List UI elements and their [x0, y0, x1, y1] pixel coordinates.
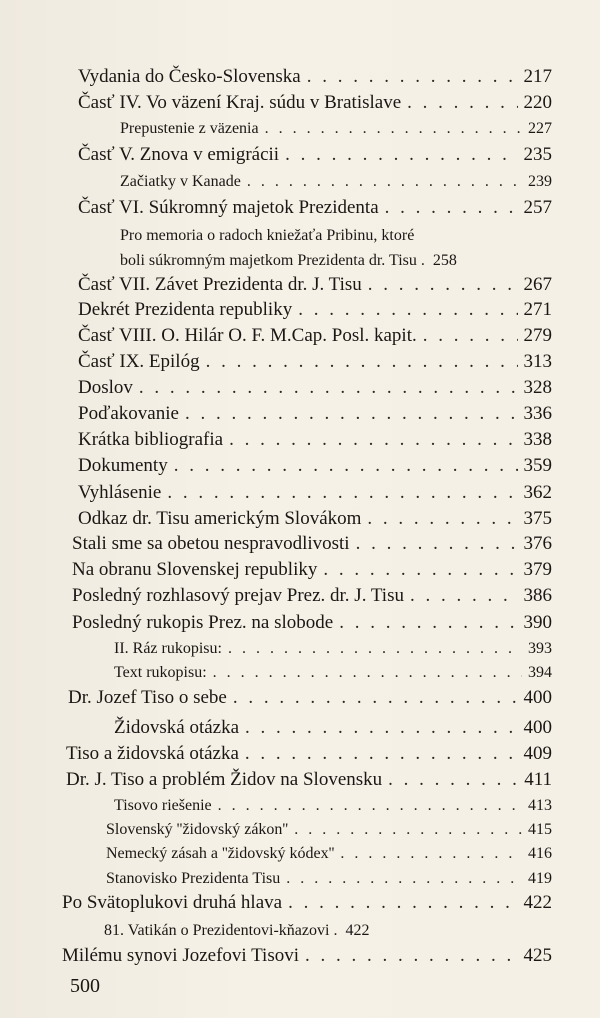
- leader-dots: [286, 870, 522, 888]
- leader-dots: [288, 892, 517, 914]
- toc-entry-page: 239: [528, 173, 552, 190]
- toc-entry-title: Poďakovanie: [78, 403, 179, 424]
- toc-entry: [78, 66, 552, 88]
- leader-dots: [367, 508, 517, 530]
- toc-entry-title: Časť IV. Vo väzení Kraj. súdu v Bratislave: [78, 92, 402, 113]
- toc-entry-page: 413: [528, 797, 552, 814]
- toc-entry-title: Odkaz dr. Tisu americkým Slovákom: [78, 508, 362, 529]
- leader-dots: [388, 769, 518, 791]
- toc-entry-page: 279: [523, 325, 552, 346]
- toc-entry: [106, 870, 552, 888]
- page-number: 500: [70, 975, 100, 997]
- toc-entry-page: 338: [523, 429, 552, 450]
- toc-entry: [114, 640, 552, 658]
- toc-entry-page: 416: [528, 845, 552, 862]
- leader-dots: [174, 455, 518, 477]
- toc-entry: [72, 612, 552, 634]
- toc-entry: [114, 664, 552, 682]
- toc-entry-title: Krátka bibliografia: [78, 429, 224, 450]
- toc-entry-page: 336: [523, 403, 552, 424]
- toc-entry-title: Časť VI. Súkromný majetok Prezidenta: [78, 197, 379, 218]
- leader-dots: [245, 743, 518, 765]
- toc-entry-page: 267: [523, 274, 552, 295]
- toc-entry-page: 227: [528, 120, 552, 137]
- toc-entry: [62, 945, 552, 967]
- leader-dots: [410, 585, 518, 607]
- toc-entry: [114, 717, 552, 739]
- leader-dots: [285, 144, 517, 166]
- leader-dots: [245, 717, 517, 739]
- toc-entry-page: 258: [432, 252, 457, 269]
- toc-entry-title: Nemecký zásah a ''židovský kódex'': [106, 845, 335, 862]
- toc-entry-page: 419: [528, 870, 552, 887]
- toc-entry: [114, 797, 552, 815]
- toc-entry: [120, 120, 552, 138]
- toc-entry-title: Na obranu Slovenskej republiky: [72, 559, 318, 580]
- leader-dots: [139, 377, 518, 399]
- leader-dots: [421, 252, 429, 270]
- toc-entry: [62, 892, 552, 914]
- toc-entry-title: Židovská otázka: [114, 717, 240, 738]
- toc-entry-title: Doslov: [78, 377, 133, 398]
- leader-dots: [213, 664, 522, 682]
- toc-entry: [68, 687, 552, 709]
- leader-dots: [339, 612, 517, 634]
- leader-dots: [407, 92, 517, 114]
- toc-entry: [78, 429, 552, 451]
- toc-entry-page: 400: [523, 687, 552, 708]
- toc-entry-page: 422: [345, 922, 370, 939]
- leader-dots: [229, 429, 517, 451]
- toc-entry-page: 415: [528, 821, 552, 838]
- toc-entry-title: Posledný rozhlasový prejav Prez. dr. J. Tisu: [72, 585, 404, 606]
- toc-entry: [66, 743, 552, 765]
- toc-entry: [72, 559, 552, 581]
- leader-dots: [206, 351, 518, 373]
- toc-entry: [78, 508, 552, 530]
- toc-entry-page: 411: [524, 769, 552, 790]
- toc-entry: [104, 922, 552, 940]
- toc-entry-title: Stanovisko Prezidenta Tisu: [106, 870, 281, 887]
- toc-entry: [78, 299, 552, 321]
- leader-dots: [218, 797, 522, 815]
- toc-entry-title: 81. Vatikán o Prezidentovi-kňazovi: [104, 922, 330, 939]
- toc-entry-page: 375: [523, 508, 552, 529]
- toc-entry: [78, 274, 552, 296]
- toc-entry-title: Prepustenie z väzenia: [120, 120, 259, 137]
- toc-entry: [78, 455, 552, 477]
- toc-entry-title: Milému synovi Jozefovi Tisovi: [62, 945, 299, 966]
- leader-dots: [340, 845, 522, 863]
- leader-dots: [294, 821, 522, 839]
- toc-entry-page: 217: [523, 66, 552, 87]
- toc-entry: [72, 585, 552, 607]
- leader-dots: [307, 66, 518, 88]
- toc-entry: [78, 482, 552, 504]
- leader-dots: [305, 945, 518, 967]
- toc-entry: [106, 821, 552, 839]
- toc-entry-title: Po Svätoplukovi druhá hlava: [62, 892, 283, 913]
- toc-entry-title: boli súkromným majetkom Prezidenta dr. Tisu: [120, 252, 417, 269]
- toc-entry-page: 409: [523, 743, 552, 764]
- toc-entry-title: Vydania do Česko-Slovenska: [78, 66, 301, 87]
- toc-entry-title: Posledný rukopis Prez. na slobode: [72, 612, 334, 633]
- toc-entry: [78, 144, 552, 166]
- toc-entry-page: 393: [528, 640, 552, 657]
- leader-dots: [247, 173, 522, 191]
- toc-entry-title: Časť VIII. O. Hilár O. F. M.Cap. Posl. kapit.: [78, 325, 417, 346]
- toc-entry: [78, 325, 552, 347]
- leader-dots: [385, 197, 518, 219]
- leader-dots: [423, 325, 518, 347]
- toc-entry-page: 425: [523, 945, 552, 966]
- toc-entry-title: Tisovo riešenie: [114, 797, 212, 814]
- toc-entry-title: Vyhlásenie: [78, 482, 162, 503]
- toc-entry-page: 386: [523, 585, 552, 606]
- leader-dots: [185, 403, 518, 425]
- toc-entry-page: 379: [523, 559, 552, 580]
- toc-entry-page: 328: [523, 377, 552, 398]
- toc-entry-page: 235: [523, 144, 552, 165]
- leader-dots: [167, 482, 517, 504]
- toc-entry-title: Časť V. Znova v emigrácii: [78, 144, 280, 165]
- toc-entry-title: Dr. Jozef Tiso o sebe: [68, 687, 227, 708]
- toc-entry-page: 390: [523, 612, 552, 633]
- toc-entry: [106, 845, 552, 863]
- toc-entry-title: Stali sme sa obetou nespravodlivosti: [72, 533, 350, 554]
- toc-entry-title: II. Ráz rukopisu:: [114, 640, 222, 657]
- leader-dots: [265, 120, 522, 138]
- toc-entry-page: 313: [523, 351, 552, 372]
- toc-entry-page: 220: [523, 92, 552, 113]
- toc-entry-page: 376: [523, 533, 552, 554]
- toc-entry: [120, 173, 552, 191]
- toc-entry-page: 400: [523, 717, 552, 738]
- leader-dots: [233, 687, 518, 709]
- toc-entry: [78, 403, 552, 425]
- leader-dots: [298, 299, 517, 321]
- toc-entry: [78, 92, 552, 114]
- leader-dots: [323, 559, 517, 581]
- leader-dots: [356, 533, 518, 555]
- toc-entry: [72, 533, 552, 555]
- toc-entry-title: Začiatky v Kanade: [120, 173, 241, 190]
- toc-entry-title: Časť IX. Epilóg: [78, 351, 200, 372]
- toc-entry-title: Časť VII. Závet Prezidenta dr. J. Tisu: [78, 274, 362, 295]
- toc-entry: [78, 351, 552, 373]
- toc-entry: [120, 252, 552, 270]
- leader-dots: [333, 922, 341, 940]
- toc-entry-title-line1: Pro memoria o radoch kniežaťa Pribinu, ktoré: [120, 227, 415, 244]
- toc-entry-title: Dokumenty: [78, 455, 168, 476]
- toc-entry-title: Dr. J. Tiso a problém Židov na Slovensku: [66, 769, 383, 790]
- toc-entry: [78, 377, 552, 399]
- toc-entry-page: 359: [523, 455, 552, 476]
- toc-entry-title: Tiso a židovská otázka: [66, 743, 239, 764]
- toc-entry-page: 257: [523, 197, 552, 218]
- leader-dots: [228, 640, 522, 658]
- toc-entry-page: 394: [528, 664, 552, 681]
- toc-entry-title: Dekrét Prezidenta republiky: [78, 299, 293, 320]
- leader-dots: [368, 274, 518, 296]
- toc-entry-title: Slovenský ''židovský zákon'': [106, 821, 289, 838]
- toc-entry-title: Text rukopisu:: [114, 664, 207, 681]
- toc-entry: [66, 769, 552, 791]
- toc-entry: [78, 197, 552, 219]
- toc-entry-page: 271: [523, 299, 552, 320]
- toc-entry-page: 422: [523, 892, 552, 913]
- toc-entry-page: 362: [523, 482, 552, 503]
